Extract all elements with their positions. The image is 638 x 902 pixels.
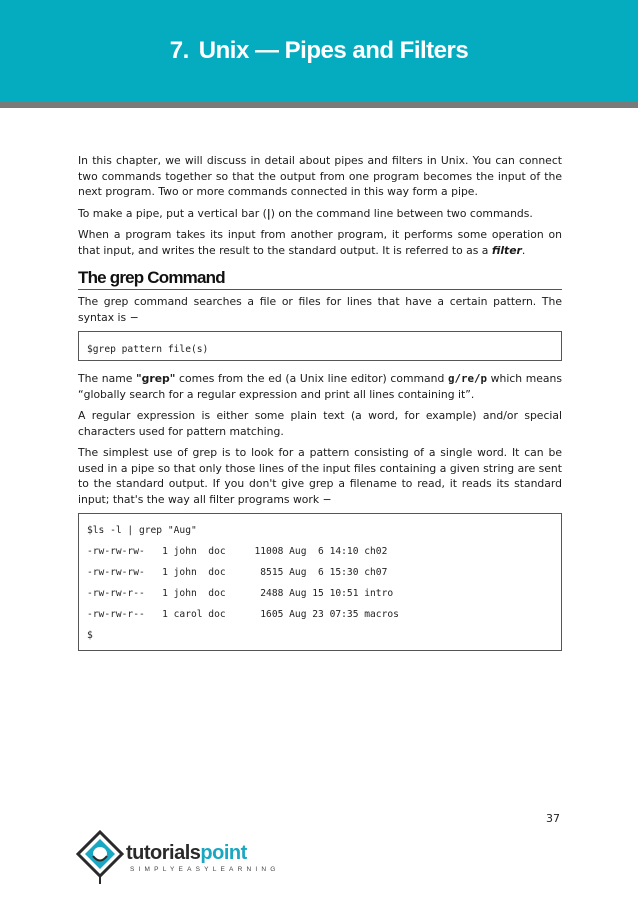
code-line: -rw-rw-rw- 1 john doc 11008 Aug 6 14:10 ch02 [87,546,388,557]
code-line: -rw-rw-r-- 1 carol doc 1605 Aug 23 07:35 macros [87,609,399,620]
logo-wordmark [126,842,247,865]
page-number: 37 [546,812,560,825]
text-span: which means “globally search for a regular expression and print all lines containing it”. [78,372,562,401]
page-content [78,153,562,661]
example-code-block [78,513,562,651]
code-line: -rw-rw-rw- 1 john doc 8515 Aug 6 15:30 ch07 [87,567,388,578]
chapter-number: 7. [169,37,189,64]
grep-paragraph-2 [78,371,562,402]
logo-emblem-icon [76,830,124,886]
chapter-title [170,37,468,65]
text-span: comes from the ed (a Unix line editor) command [175,372,448,385]
chapter-banner [0,0,638,108]
text-span: . [521,243,526,257]
text-span: ) on the command line between two commands. [270,206,533,220]
intro-paragraph-3 [78,227,562,258]
grep-paragraph-1: The grep command searches a file or files for lines that have a certain pattern. The syntax is − [78,295,562,324]
logo-word-b: point [200,842,247,864]
filter-term: filter [491,243,522,257]
logo-word-a: tutorials [126,842,201,864]
chapter-title-text: Unix — Pipes and Filters [198,37,469,64]
code-line: $ls -l | grep "Aug" [87,525,197,536]
syntax-code-block [78,331,562,361]
text-span: To make a pipe, put a vertical bar ( [78,206,267,220]
code-line: $grep pattern file(s) [87,344,209,355]
grep-origin-command: g/re/p [447,372,487,385]
code-line: $ [87,630,93,641]
intro-paragraph-1: In this chapter, we will discuss in detail about pipes and filters in Unix. You can connect two commands together so that the output from one program becomes the input of the next program. Two or more commands connected in this way form a pipe. [78,154,562,198]
grep-name: "grep" [136,372,176,385]
section-heading: The grep Command [78,268,562,290]
grep-paragraph-4: The simplest use of grep is to look for a pattern consisting of a single word. It can be used in a pipe so that only those lines of the input files containing a given string are sent to the standard output. If you don't give grep a filename to read, it reads its standard input; that's the way all filter programs work − [78,446,562,506]
tutorialspoint-logo [76,828,280,888]
text-span: The name [78,372,137,385]
pipe-symbol: | [266,206,271,220]
grep-paragraph-3: A regular expression is either some plain text (a word, for example) and/or special characters used for pattern matching. [78,409,562,438]
text-span: When a program takes its input from another program, it performs some operation on that input, and writes the result to the standard output. It is referred to as a [78,228,562,257]
logo-tagline: SIMPLYEASYLEARNING [130,866,280,873]
intro-paragraph-2 [78,206,562,222]
code-line: -rw-rw-r-- 1 john doc 2488 Aug 15 10:51 intro [87,588,394,599]
